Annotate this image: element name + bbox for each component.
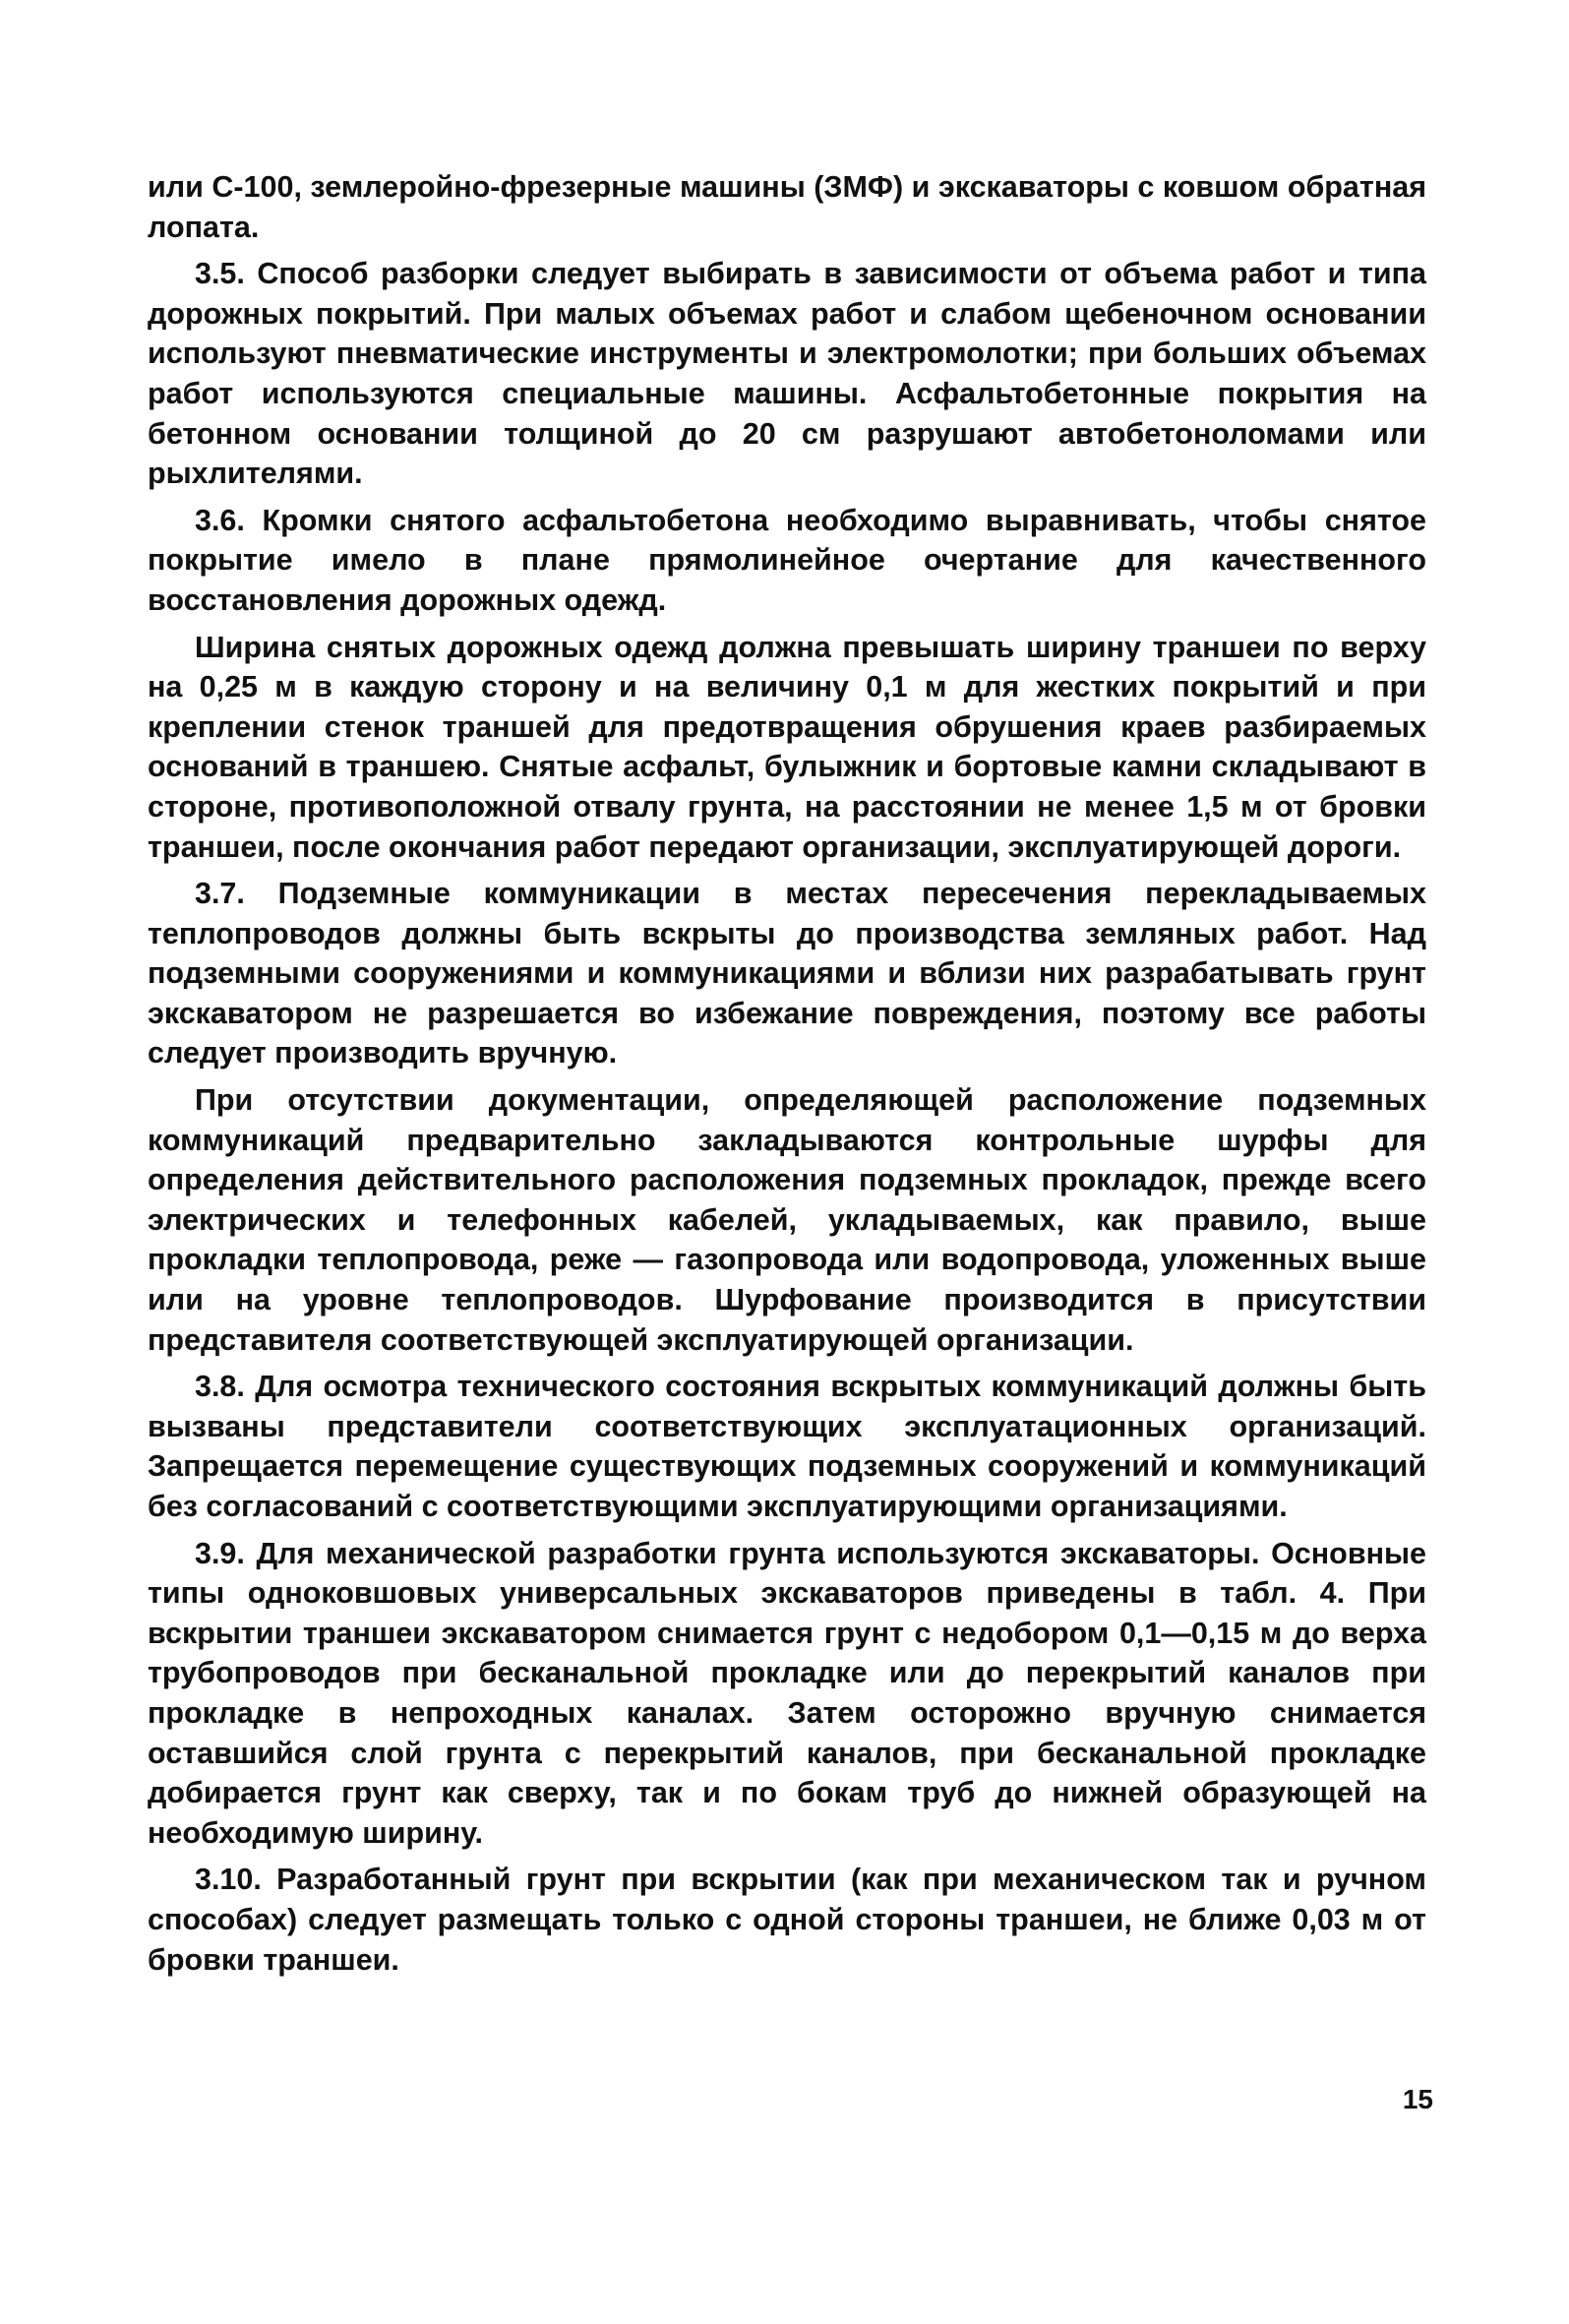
paragraph-3-6: 3.6. Кромки снятого асфальтобетона необходимо выравнивать, чтобы снятое покрытие имело в плане прямолинейное очертание для качественного восстановления дорожных одежд. <box>148 503 1426 617</box>
paragraph-3-8: 3.8. Для осмотра технического состояния вскрытых коммуникаций должны быть вызваны представители соответствующих эксплуатационных организаций. Запрещается перемещение существующих подземных сооружений и коммуникаций без согласований с соответствующими эксплуатирующими организациями. <box>148 1370 1426 1523</box>
paragraph-3-9: 3.9. Для механической разработки грунта используются экскаваторы. Основные типы одноковшовых универсальных экскаваторов приведены в табл. 4. При вскрытии траншеи экскаватором снимается грунт с недобором 0,1—0,15 м до верха трубопроводов при бесканальной прокладке или до перекрытий каналов при прокладке в непроходных каналах. Затем осторожно вручную снимается оставшийся слой грунта с перекрытий каналов, при бесканальной прокладке добирается грунт как сверху, так и по бокам труб до нижней образующей на необходимую ширину. <box>148 1536 1426 1850</box>
paragraph-3-10: 3.10. Разработанный грунт при вскрытии (как при механическом так и ручном способах) следует размещать только с одной стороны траншеи, не ближе 0,03 м от бровки траншеи. <box>148 1863 1426 1977</box>
paragraph-road-surface-width: Ширина снятых дорожных одежд должна превышать ширину траншеи по верху на 0,25 м в каждую сторону и на величину 0,1 м для жестких покрытий и при креплении стенок траншей для предотвращения обрушения краев разбираемых оснований в траншею. Снятые асфальт, булыжник и бортовые камни складывают в стороне, противоположной отвалу грунта, на расстоянии не менее 1,5 м от бровки траншеи, после окончания работ передают организации, эксплуатирующей дороги. <box>148 630 1426 864</box>
paragraph-3-7: 3.7. Подземные коммуникации в местах пересечения перекладываемых теплопроводов должны быть вскрыты до производства земляных работ. Над подземными сооружениями и коммуникациями и вблизи них разрабатывать грунт экскаватором не разрешается во избежание повреждения, поэтому все работы следует производить вручную. <box>148 877 1426 1070</box>
paragraph-3-5: 3.5. Способ разборки следует выбирать в зависимости от объема работ и типа дорожных покрытий. При малых объемах работ и слабом щебеночном основании используют пневматические инструменты и электромолотки; при больших объемах работ используются специальные машины. Асфальтобетонные покрытия на бетонном основании толщиной до 20 см разрушают автобетоноломами или рыхлителями. <box>148 257 1426 491</box>
paragraph-documentation: При отсутствии документации, определяющей расположение подземных коммуникаций предварительно закладываются контрольные шурфы для определения действительного расположения подземных прокладок, прежде всего электрических и телефонных кабелей, укладываемых, как правило, выше прокладки теплопровода, реже — газопровода или водопровода, уложенных выше или на уровне теплопроводов. Шурфование производится в присутствии представителя соответствующей эксплуатирующей организации. <box>148 1083 1426 1357</box>
paragraph-continuation: или С-100, землеройно-фрезерные машины (ЗМФ) и экскаваторы с ковшом обратная лопата. <box>148 170 1426 244</box>
page-number: 15 <box>1402 2084 1433 2114</box>
document-page <box>148 167 1426 1987</box>
